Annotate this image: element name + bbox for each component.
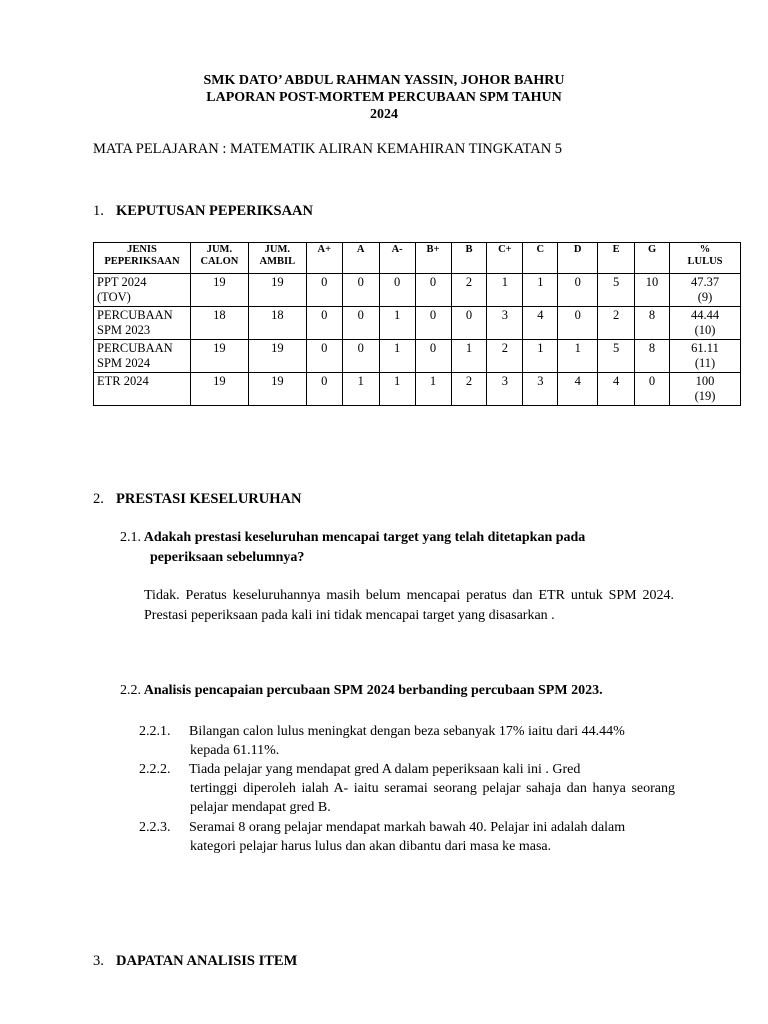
table-cell: 3 [487, 307, 523, 340]
question-number: 2.2. [120, 683, 141, 698]
table-cell: 0 [558, 307, 598, 340]
table-cell: 1 [379, 373, 415, 406]
table-cell: 0 [415, 274, 451, 307]
column-header [415, 243, 451, 274]
exam-type-line: SPM 2023 [97, 323, 151, 337]
table-cell: 3 [487, 373, 523, 406]
table-cell: 19 [248, 274, 306, 307]
column-header-line: D [573, 244, 582, 255]
column-header-line: PEPERIKSAAN [104, 256, 180, 267]
table-cell: 0 [342, 307, 379, 340]
pass-percent-line: (19) [694, 389, 716, 403]
table-cell: 2 [451, 373, 487, 406]
column-header-line: CALON [200, 256, 239, 267]
report-title: LAPORAN POST-MORTEM PERCUBAAN SPM TAHUN [206, 90, 562, 105]
table-cell: 1 [342, 373, 379, 406]
section-title: DAPATAN ANALISIS ITEM [116, 953, 298, 969]
item-number: 2.2.1. [139, 724, 171, 739]
section-1-heading [93, 203, 313, 220]
column-header-line: JENIS [127, 244, 157, 255]
item-number: 2.2.2. [139, 762, 171, 777]
table-cell: 0 [342, 340, 379, 373]
column-header [487, 243, 523, 274]
column-header [306, 243, 342, 274]
question-2-2 [120, 681, 680, 701]
section-number: 1. [93, 203, 104, 219]
column-header-line: A [356, 244, 365, 255]
table-header-row [94, 243, 741, 274]
column-header [670, 243, 741, 274]
section-title: PRESTASI KESELURUHAN [116, 491, 302, 507]
table-cell: 1 [558, 340, 598, 373]
column-header-line: E [612, 244, 620, 255]
table-cell: 1 [451, 340, 487, 373]
exam-type-line: PERCUBAAN [97, 308, 173, 322]
table-cell: 0 [558, 274, 598, 307]
exam-type-cell [94, 340, 191, 373]
column-header-line: % [699, 244, 711, 255]
section-title: KEPUTUSAN PEPERIKSAAN [116, 203, 313, 219]
question-line-1: Adakah prestasi keseluruhan mencapai target yang telah ditetapkan pada [143, 530, 586, 545]
analysis-item-1 [139, 722, 675, 760]
question-title: Analisis pencapaian percubaan SPM 2024 berbanding percubaan SPM 2023. [143, 683, 603, 698]
table-row [94, 373, 741, 406]
table-cell: 0 [306, 373, 342, 406]
table-cell: 10 [635, 274, 670, 307]
table-cell: 1 [523, 274, 558, 307]
exam-type-line: SPM 2024 [97, 356, 151, 370]
analysis-item-2 [139, 760, 675, 817]
question-number: 2.1. [120, 530, 141, 545]
pass-percent-line: (11) [694, 356, 716, 370]
table-cell: 19 [248, 373, 306, 406]
column-header-line: LULUS [687, 256, 723, 267]
column-header [190, 243, 248, 274]
table-cell: 5 [598, 340, 635, 373]
table-cell: 4 [523, 307, 558, 340]
pass-percent-cell [670, 340, 741, 373]
table-cell: 0 [342, 274, 379, 307]
table-cell: 18 [248, 307, 306, 340]
section-number: 2. [93, 491, 104, 507]
pass-percent-line: (9) [697, 290, 713, 304]
table-cell: 0 [635, 373, 670, 406]
column-header-line: C+ [498, 244, 512, 255]
table-cell: 1 [379, 340, 415, 373]
exam-type-cell [94, 373, 191, 406]
column-header-line: A- [391, 244, 403, 255]
table-cell: 0 [306, 274, 342, 307]
pass-percent-cell [670, 307, 741, 340]
answer-2-1: Tidak. Peratus keseluruhannya masih belum mencapai peratus dan ETR untuk SPM 2024. Prestasi peperiksaan pada kali ini tidak mencapai target yang disasarkan . [144, 588, 674, 623]
school-name: SMK DATO’ ABDUL RAHMAN YASSIN, JOHOR BAHRU [203, 73, 565, 88]
column-header [248, 243, 306, 274]
pass-percent-line: 44.44 [690, 308, 720, 322]
exam-type-line: (TOV) [97, 290, 131, 304]
table-cell: 3 [523, 373, 558, 406]
column-header [451, 243, 487, 274]
pass-percent-line: 100 [695, 374, 715, 388]
column-header [523, 243, 558, 274]
table-cell: 2 [487, 340, 523, 373]
table-cell: 0 [415, 340, 451, 373]
exam-type-line: PERCUBAAN [97, 341, 173, 355]
table-cell: 0 [379, 274, 415, 307]
column-header [94, 243, 191, 274]
column-header-line: B+ [426, 244, 440, 255]
table-cell: 1 [379, 307, 415, 340]
pass-percent-line: 61.11 [691, 341, 719, 355]
exam-type-line: PPT 2024 [97, 275, 147, 289]
item-number: 2.2.3. [139, 820, 171, 835]
table-cell: 18 [190, 307, 248, 340]
table-cell: 1 [415, 373, 451, 406]
table-cell: 1 [523, 340, 558, 373]
question-line-2: peperiksaan sebelumnya? [150, 550, 305, 565]
table-cell: 0 [415, 307, 451, 340]
table-cell: 19 [190, 340, 248, 373]
table-cell: 2 [598, 307, 635, 340]
column-header-line: C [536, 244, 545, 255]
table-cell: 2 [451, 274, 487, 307]
table-cell: 8 [635, 307, 670, 340]
table-cell: 4 [598, 373, 635, 406]
section-number: 3. [93, 953, 104, 969]
column-header [342, 243, 379, 274]
table-cell: 4 [558, 373, 598, 406]
section-2-heading [93, 491, 301, 508]
subject-line: MATA PELAJARAN : MATEMATIK ALIRAN KEMAHIRAN TINGKATAN 5 [93, 141, 563, 157]
table-cell: 0 [306, 307, 342, 340]
document-header [0, 72, 768, 123]
pass-percent-cell [670, 274, 741, 307]
analysis-item-3 [139, 818, 675, 856]
table-cell: 19 [190, 373, 248, 406]
table-cell: 8 [635, 340, 670, 373]
table-row [94, 307, 741, 340]
report-year: 2024 [370, 107, 398, 122]
pass-percent-line: (10) [694, 323, 716, 337]
exam-type-line: ETR 2024 [97, 374, 149, 388]
exam-type-cell [94, 274, 191, 307]
item-first-line: Seramai 8 orang pelajar mendapat markah bawah 40. Pelajar ini adalah dalam [189, 820, 626, 835]
item-continuation: kepada 61.11%. [190, 743, 280, 758]
column-header-line: JUM. [264, 244, 291, 255]
column-header-line: B [465, 244, 473, 255]
column-header [379, 243, 415, 274]
question-2-1 [120, 528, 680, 568]
column-header-line: JUM. [206, 244, 233, 255]
column-header [558, 243, 598, 274]
column-header-line: G [647, 244, 657, 255]
table-row [94, 340, 741, 373]
item-continuation: kategori pelajar harus lulus dan akan dibantu dari masa ke masa. [190, 839, 552, 854]
column-header-line: AMBIL [259, 256, 296, 267]
pass-percent-line: 47.37 [690, 275, 720, 289]
table-cell: 5 [598, 274, 635, 307]
table-cell: 1 [487, 274, 523, 307]
results-table [93, 242, 741, 406]
item-continuation: tertinggi diperoleh ialah A- iaitu seramai seorang pelajar sahaja dan hanya seorang pelajar mendapat gred B. [190, 781, 675, 815]
column-header [635, 243, 670, 274]
item-first-line: Bilangan calon lulus meningkat dengan beza sebanyak 17% iaitu dari 44.44% [189, 724, 625, 739]
column-header [598, 243, 635, 274]
table-cell: 19 [190, 274, 248, 307]
table-row [94, 274, 741, 307]
section-3-heading [93, 953, 297, 970]
table-cell: 0 [451, 307, 487, 340]
table-cell: 0 [306, 340, 342, 373]
exam-type-cell [94, 307, 191, 340]
pass-percent-cell [670, 373, 741, 406]
table-cell: 19 [248, 340, 306, 373]
item-first-line: Tiada pelajar yang mendapat gred A dalam peperiksaan kali ini . Gred [189, 762, 581, 777]
column-header-line: A+ [317, 244, 332, 255]
